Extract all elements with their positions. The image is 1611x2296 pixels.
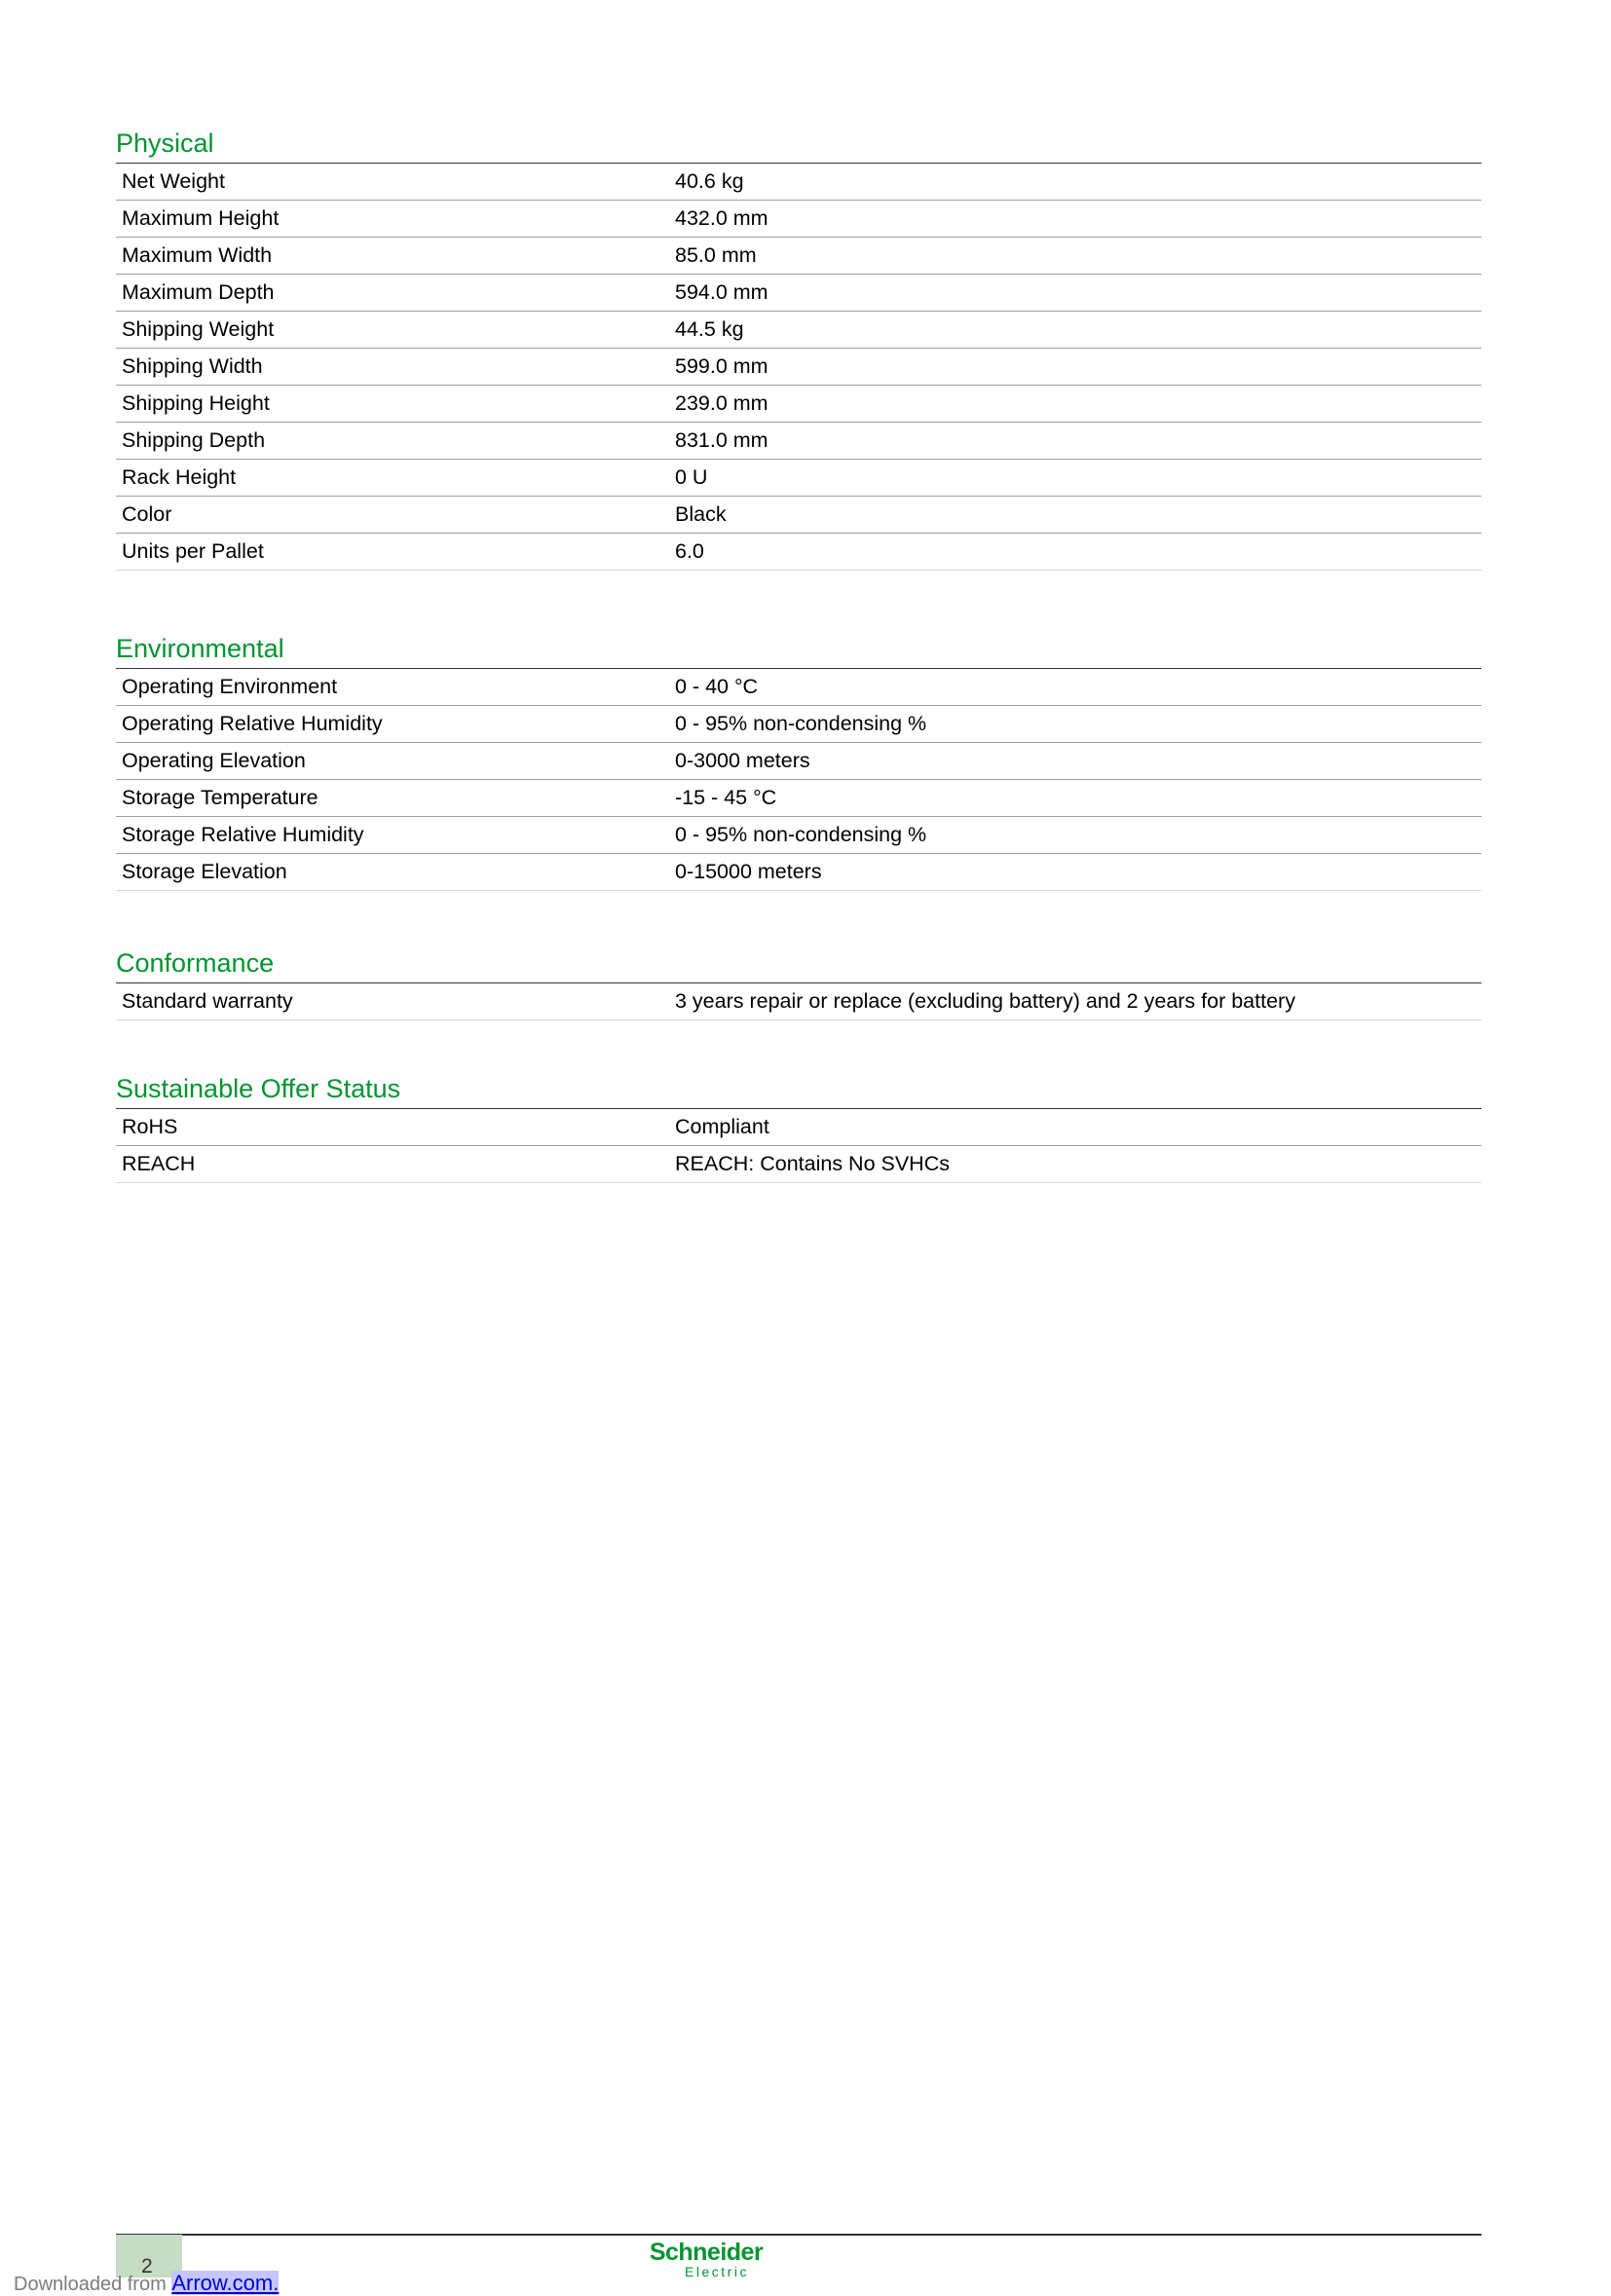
spec-value: 3 years repair or replace (excluding battery) and 2 years for battery [675, 989, 1295, 1013]
spec-value: 594.0 mm [675, 280, 768, 304]
spec-value: 0 - 95% non-condensing % [675, 823, 927, 846]
spec-row [116, 1146, 1481, 1183]
spec-value: 40.6 kg [675, 169, 744, 193]
spec-row [116, 780, 1481, 817]
section-physical [116, 128, 1481, 571]
download-notice [14, 2271, 279, 2296]
spec-value: -15 - 45 °C [675, 786, 777, 809]
spec-row [116, 669, 1481, 706]
section-title: Physical [116, 128, 1481, 164]
spec-label: Shipping Weight [122, 317, 275, 341]
spec-value: 6.0 [675, 539, 704, 563]
spec-row [116, 983, 1481, 1020]
spec-value: 831.0 mm [675, 428, 768, 452]
spec-value: 0-3000 meters [675, 749, 810, 772]
spec-row [116, 706, 1481, 743]
spec-value: 239.0 mm [675, 391, 768, 415]
spec-row [116, 743, 1481, 780]
spec-label: Storage Temperature [122, 786, 318, 809]
spec-value: 0-15000 meters [675, 860, 822, 883]
spec-row [116, 238, 1481, 275]
spec-value: 0 - 95% non-condensing % [675, 712, 927, 735]
spec-value: 432.0 mm [675, 206, 768, 230]
spec-value: 599.0 mm [675, 354, 768, 378]
section-title: Sustainable Offer Status [116, 1073, 1481, 1109]
download-notice-text: Downloaded from [14, 2274, 172, 2295]
spec-label: RoHS [122, 1115, 178, 1138]
spec-label: Net Weight [122, 169, 225, 193]
spec-row [116, 349, 1481, 386]
spec-row [116, 1109, 1481, 1146]
spec-row [116, 817, 1481, 854]
spec-row [116, 460, 1481, 497]
arrow-link[interactable]: Arrow.com. [171, 2271, 280, 2295]
spec-label: Shipping Depth [122, 428, 266, 452]
spec-label: Maximum Height [122, 206, 280, 230]
spec-row [116, 854, 1481, 891]
spec-label: Storage Elevation [122, 860, 287, 883]
spec-row [116, 275, 1481, 312]
section-title: Environmental [116, 633, 1481, 669]
spec-label: Shipping Width [122, 354, 263, 378]
spec-label: REACH [122, 1152, 196, 1175]
spec-table [116, 669, 1481, 891]
schneider-electric-logo [643, 2240, 769, 2278]
spec-label: Operating Environment [122, 675, 338, 698]
spec-label: Rack Height [122, 465, 237, 489]
spec-row [116, 386, 1481, 423]
spec-label: Maximum Depth [122, 280, 275, 304]
spec-value: Compliant [675, 1115, 769, 1138]
spec-value: 44.5 kg [675, 317, 744, 341]
spec-table [116, 983, 1481, 1020]
spec-label: Standard warranty [122, 989, 293, 1013]
spec-row [116, 497, 1481, 534]
spec-label: Storage Relative Humidity [122, 823, 364, 846]
spec-label: Operating Elevation [122, 749, 306, 772]
logo-subtitle: Electric [685, 2264, 749, 2279]
spec-row [116, 423, 1481, 460]
footer-divider [116, 2234, 1481, 2236]
spec-row [116, 201, 1481, 238]
spec-value: REACH: Contains No SVHCs [675, 1152, 950, 1175]
spec-label: Shipping Height [122, 391, 270, 415]
spec-value: 85.0 mm [675, 243, 757, 267]
section-title: Conformance [116, 947, 1481, 983]
section-sustainable-offer-status [116, 1073, 1481, 1183]
spec-value: Black [675, 502, 727, 526]
spec-label: Operating Relative Humidity [122, 712, 383, 735]
spec-label: Units per Pallet [122, 539, 264, 563]
spec-table [116, 1109, 1481, 1183]
spec-row [116, 164, 1481, 201]
spec-value: 0 U [675, 465, 708, 489]
spec-label: Color [122, 502, 172, 526]
section-conformance [116, 947, 1481, 1020]
spec-table [116, 164, 1481, 571]
spec-row [116, 534, 1481, 571]
logo-wordmark: Schneider [649, 2239, 764, 2266]
spec-value: 0 - 40 °C [675, 675, 759, 698]
spec-label: Maximum Width [122, 243, 273, 267]
spec-row [116, 312, 1481, 349]
page-number: 2 [141, 2255, 153, 2277]
section-environmental [116, 633, 1481, 891]
